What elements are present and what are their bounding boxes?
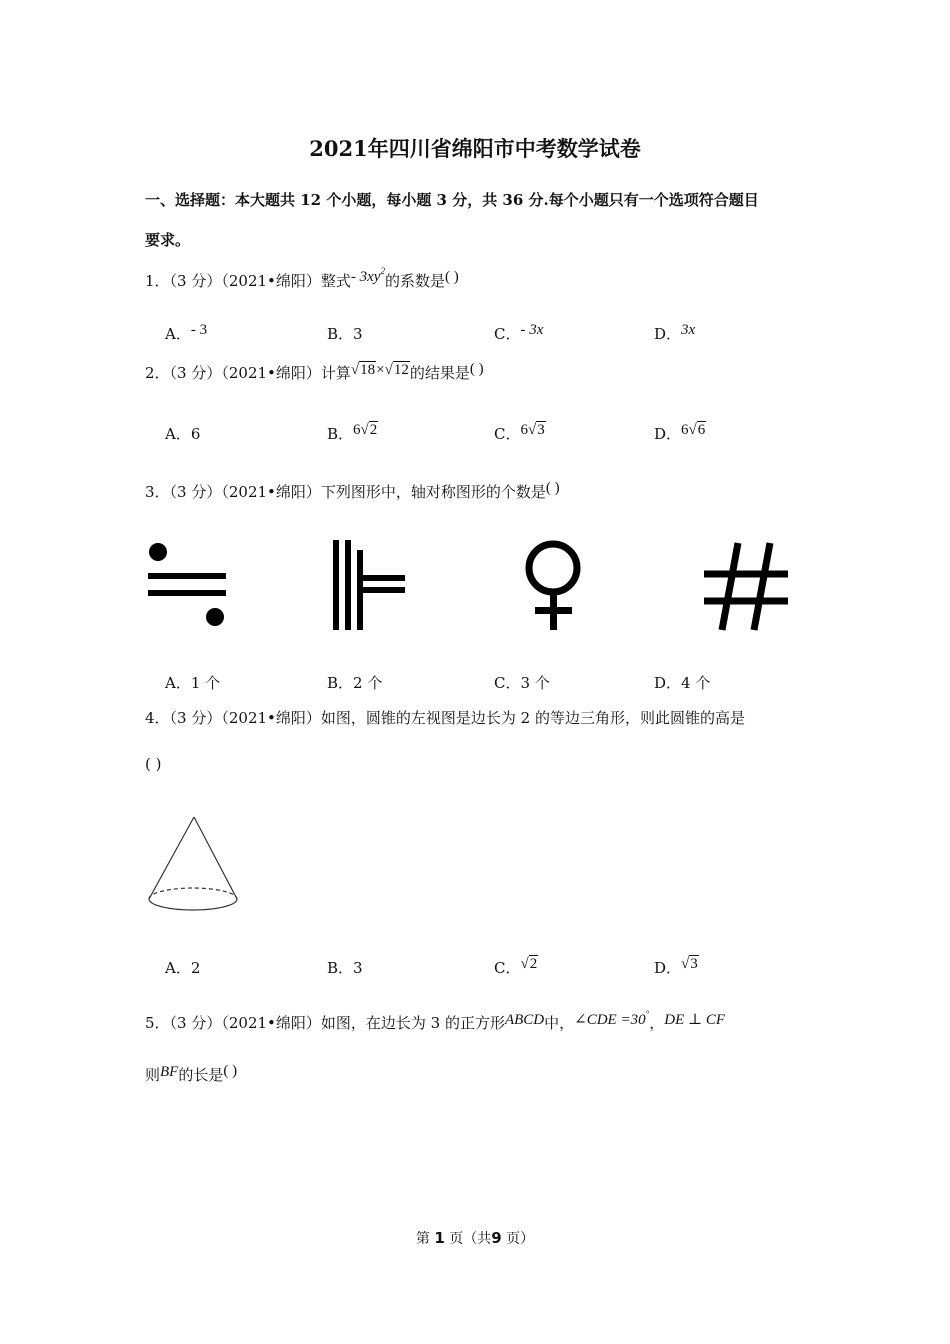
q5-perpendicular: DE ⊥ CF: [664, 1012, 726, 1028]
q1-option-b: B．3: [327, 325, 363, 343]
q2-radicand-a: 18: [360, 362, 376, 378]
q2-option-c: C．6√3: [494, 422, 545, 443]
q3-option-b: B．2 个: [327, 674, 383, 692]
q1-suffix: 的系数是: [384, 272, 445, 290]
q4-option-c: C．√2: [494, 956, 538, 977]
q1-exponent: 2: [380, 266, 385, 276]
q3-text: 3．（3 分）（2021•绵阳）下列图形中，轴对称图形的个数是: [145, 483, 546, 501]
q1-paren: ( ): [444, 269, 459, 285]
page-total: 9: [491, 1229, 502, 1247]
q3-option-c: C．3 个: [494, 674, 550, 692]
q4-option-a: A．2: [165, 959, 201, 977]
q1-option-d: D．3x: [654, 322, 696, 343]
question-5-line2: 则BF的长是( ): [145, 1063, 238, 1084]
figure-venus-symbol: [515, 535, 595, 635]
question-1: [145, 266, 459, 291]
q5-square: ABCD: [504, 1012, 545, 1028]
q3-option-a: A．1 个: [165, 674, 221, 692]
q2-option-a: A．6: [165, 425, 201, 443]
figure-parallel-brackets: [325, 535, 415, 635]
q3-paren: ( ): [545, 480, 560, 496]
section-heading-line1: 一、选择题：本大题共 12 个小题，每小题 3 分，共 36 分.每个小题只有一个选项符合题目: [145, 191, 759, 209]
q2-radicand-b: 12: [393, 362, 409, 378]
page-number: 1: [434, 1229, 445, 1247]
figure-cone: [140, 810, 245, 920]
q4-option-d: D．√3: [654, 956, 698, 977]
q5-prefix: 5．（3 分）（2021•绵阳）如图，在边长为 3 的正方形: [145, 1014, 505, 1032]
page-title: 2021年四川省绵阳市中考数学试卷: [309, 136, 641, 161]
q2-times: ×: [376, 362, 385, 378]
section-heading-line2: 要求。: [145, 231, 191, 249]
q4-paren: ( ): [145, 755, 162, 773]
figure-hash-symbol: [700, 535, 795, 635]
q2-paren: ( ): [469, 361, 484, 377]
q2-option-b: B．6√2: [327, 422, 378, 443]
q2-suffix: 的结果是: [409, 364, 470, 382]
q1-option-c: C．- 3x: [494, 322, 544, 343]
q2-prefix: 2．（3 分）（2021•绵阳）计算: [145, 364, 351, 382]
q1-expression: - 3xy: [350, 269, 381, 285]
figure-division-sign: [140, 535, 235, 635]
q5-angle: ∠CDE =30: [574, 1012, 646, 1028]
question-5: 5．（3 分）（2021•绵阳）如图，在边长为 3 的正方形ABCD中，∠CDE =30°，DE ⊥ CF: [145, 1009, 726, 1032]
q2-option-d: D．6√6: [654, 422, 706, 443]
q5-bf: BF: [160, 1064, 179, 1080]
q1-prefix: 1．（3 分）（2021•绵阳）整式: [145, 272, 351, 290]
q1-option-a: A．- 3: [165, 322, 208, 343]
question-4: 4．（3 分）（2021•绵阳）如图，圆锥的左视图是边长为 2 的等边三角形，则此圆锥的高是: [145, 709, 745, 727]
question-2: 2．（3 分）（2021•绵阳）计算√18×√12的结果是( ): [145, 361, 484, 382]
q3-option-d: D．4 个: [654, 674, 711, 692]
page-footer: 第 1 页（共9 页）: [415, 1229, 535, 1247]
q5-paren: ( ): [223, 1063, 238, 1079]
question-3: [145, 481, 560, 502]
q4-option-b: B．3: [327, 959, 363, 977]
